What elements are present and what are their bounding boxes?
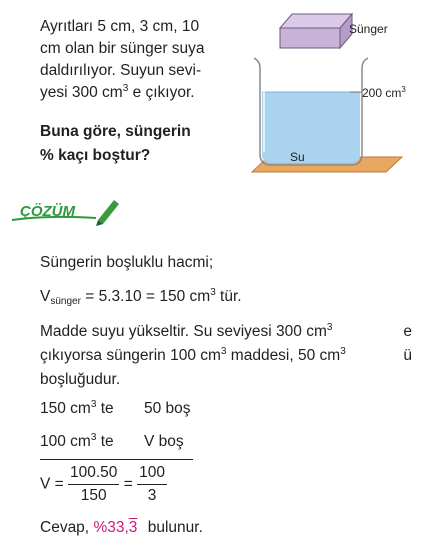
solution-line-1: Süngerin boşluklu hacmi;	[40, 254, 214, 271]
answer-line: Cevap, %33,3 bulunur.	[40, 519, 203, 536]
question-line: Ayrıtları 5 cm, 3 cm, 10	[40, 18, 200, 35]
fraction-2: $\frac{100}{3}$	[139, 464, 165, 504]
solution-title: ÇÖZÜM	[20, 203, 75, 220]
question-line: daldırılıyor. Suyun sevi-	[40, 62, 202, 79]
question-line: yesi 300 $cm^3$ e çıkıyor.	[40, 83, 195, 101]
pencil-icon	[92, 196, 122, 226]
water	[262, 92, 360, 163]
sponge-icon	[280, 14, 352, 48]
divider	[40, 459, 193, 460]
question-text	[40, 16, 222, 104]
solution-paragraph: Madde suyu yükseltir. Su seviyesi 300 $cm^3$ e çıkıyorsa süngerin 100 $cm^3$ maddesi, 50 $cm^3$ ü boşluğudur.	[40, 322, 412, 388]
ratio-row-2: 100 $cm^3$ te V boş	[40, 432, 184, 450]
ratio-row-1: 150 $cm^3$ te 50 boş	[40, 399, 191, 417]
question-line: cm olan bir sünger suya	[40, 40, 205, 57]
answer-value: %33,3	[93, 519, 138, 536]
question-prompt: Buna göre, süngerin % kaçı boştur?	[40, 123, 191, 164]
equation: V = $\frac{100.50}{150}$ = $\frac{100}{3}$	[40, 462, 167, 507]
water-label: Su	[290, 150, 305, 164]
fraction-1: $\frac{100.50}{150}$	[70, 464, 118, 504]
volume-label: 200 $cm^3$	[362, 85, 406, 100]
sponge-label: Sünger	[349, 22, 388, 36]
solution-line-2: $V_{sünger} = 5.3.10 = 150$ $cm^3$ tür.	[40, 287, 242, 307]
